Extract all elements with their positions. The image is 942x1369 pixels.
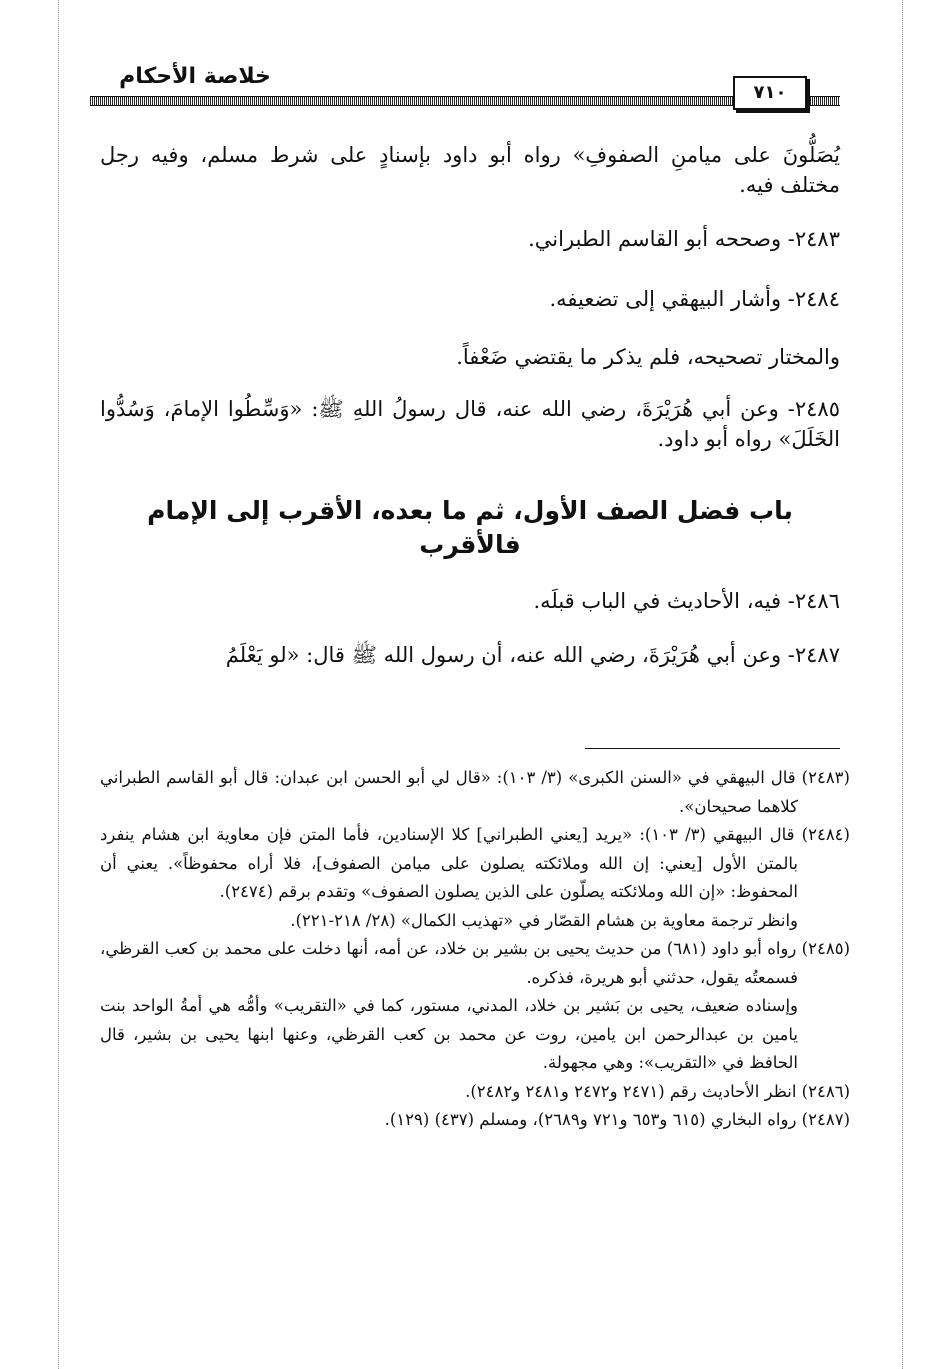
footnote-2483: (٢٤٨٣) قال البيهقي في «السنن الكبرى» (٣/ ١٠٣): «قال لي أبو الحسن ابن عبدان: قال أبو القاسم الطبراني كلاهما صحيحان».	[100, 768, 850, 816]
main-text	[100, 140, 840, 670]
paragraph-continuation: يُصَلُّونَ على ميامنِ الصفوفِ» رواه أبو داود بإسنادٍ على شرط مسلم، وفيه رجل مختلف فيه.	[100, 143, 840, 197]
hadith-2487: ٢٤٨٧- وعن أبي هُرَيْرَةَ، رضي الله عنه، أن رسول الله ﷺ قال: «لو يَعْلَمُ	[225, 643, 840, 667]
footnote-2484: (٢٤٨٤) قال البيهقي (٣/ ١٠٣): «يريد [يعني الطبراني] كلا الإسنادين، فأما المتن فإن معاوية ابن هشام ينفرد بالمتن الأول [يعني: إن الله وملائكته يصلون على ميامن الصفوف]، فلا أراه محفوظاً». يعني أن المحفوظ: «إن الله وملائكته يصلّون على الذين يصلون الصفوف» وتقدم برقم (٢٤٧٤).	[100, 825, 850, 901]
right-margin-dotted-line	[902, 0, 903, 1369]
footnote-2485: (٢٤٨٥) رواه أبو داود (٦٨١) من حديث يحيى بن بشير بن خلاد، عن أمه، أنها دخلت على محمد بن كعب القرظي، فسمعتُه يقول، حدثني أبو هريرة، فذكره.	[100, 939, 851, 987]
hadith-2486: ٢٤٨٦- فيه، الأحاديث في الباب قبلَه.	[533, 589, 840, 613]
footnote-separator	[585, 748, 840, 749]
footnote-2486: (٢٤٨٦) انظر الأحاديث رقم (٢٤٧١ و٢٤٧٢ و٢٤٨١ و٢٤٨٢).	[465, 1081, 850, 1101]
chapter-heading: باب فضل الصف الأول، ثم ما بعده، الأقرب إلى الإمام فالأقرب	[147, 496, 793, 559]
hadith-2485: ٢٤٨٥- وعن أبي هُرَيْرَةَ، رضي الله عنه، قال رسولُ اللهِ ﷺ: «وَسِّطُوا الإمامَ، وَسُدُّوا الخَلَلَ» رواه أبو داود.	[100, 397, 840, 451]
footnote-2484-extra: وانظر ترجمة معاوية بن هشام القصّار في «تهذيب الكمال» (٢٨/ ٢١٨-٢٢١).	[290, 910, 798, 930]
hadith-2483: ٢٤٨٣- وصححه أبو القاسم الطبراني.	[528, 227, 840, 251]
header-rule	[90, 96, 840, 106]
footnotes	[100, 764, 850, 1135]
author-note: والمختار تصحيحه، فلم يذكر ما يقتضي ضَعْفاً.	[456, 345, 840, 369]
hadith-2484: ٢٤٨٤- وأشار البيهقي إلى تضعيفه.	[549, 287, 840, 311]
footnote-2485-extra: وإسناده ضعيف، يحيى بن بَشير بن خلاد، المدني، مستور، كما في «التقريب» وأمُّه هي أمةُ الواحد بنت يامين بن عبدالرحمن ابن يامين، روت عن محمد بن كعب القرظي، وعنها ابنها يحيى بن بشير، قال الحافظ في «التقريب»: وهي مجهولة.	[100, 996, 798, 1072]
running-title: خلاصة الأحكام	[119, 64, 271, 89]
page-number: ٧١٠	[733, 76, 807, 110]
footnote-2487: (٢٤٨٧) رواه البخاري (٦١٥ و٦٥٣ و٧٢١ و٢٦٨٩)، ومسلم (٤٣٧) (١٢٩).	[384, 1110, 850, 1129]
left-margin-dotted-line	[58, 0, 59, 1369]
